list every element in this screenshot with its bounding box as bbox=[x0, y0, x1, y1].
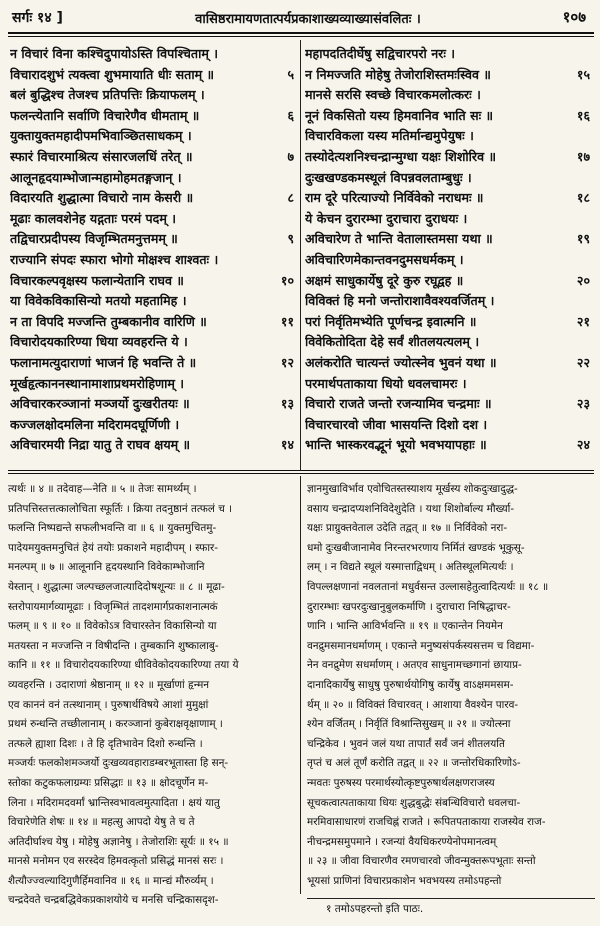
footnote-rule bbox=[307, 898, 595, 899]
verse-text: परमार्थपताकाया धियो धवलचामरः । bbox=[305, 375, 467, 391]
verse-line bbox=[10, 168, 296, 189]
commentary-line: लम् । न विद्यते स्थूलं यस्मात्ताद्विधम् । अतिस्थूलमित्यर्थः । bbox=[307, 561, 514, 574]
commentary-line: ॥ २३ ॥ जीवा विचारणैव रमणचारवो जीवन्मुक्तरूपभूताः सन्तो bbox=[307, 855, 536, 868]
verse-line bbox=[305, 435, 592, 456]
commentary-line: यक्षः प्राग्रुक्तवेताल उदेति तद्वत् ॥ १७ ॥ निर्विवेको नरा- bbox=[307, 522, 508, 535]
verse-number: १० bbox=[280, 272, 294, 288]
verse-column-divider bbox=[300, 40, 301, 470]
verse-number: १६ bbox=[576, 107, 590, 123]
verse-line bbox=[305, 353, 592, 374]
commentary-line: वसाय चन्द्रादप्यशनिविदेशुदेति । यथा शिशोर्बाल्य मौर्ख्या- bbox=[307, 502, 515, 515]
verse-number: ५ bbox=[287, 66, 294, 82]
verse-text: परां निर्वृतिमभ्येति पूर्णचन्द्र इवात्मनि ॥ bbox=[305, 313, 477, 329]
verse-text: न ता विपदि मज्जन्ति तुम्बकानीव वारिणि ॥ bbox=[10, 313, 207, 329]
commentary-line: णानि । भान्ति आविर्भवन्ति ॥ १९ ॥ एकान्तेन नियमेन bbox=[307, 620, 503, 633]
running-title: वासिष्ठरामायणतात्पर्यप्रकाशाख्यव्याख्यासंवलितः । bbox=[195, 12, 421, 27]
verse-text: विदारयति शुद्धात्मा विचारो नाम केसरी ॥ bbox=[10, 190, 194, 206]
verse-text: कज्जलक्षोदमलिना मदिरामदघूर्णिणी । bbox=[10, 416, 180, 432]
page-header bbox=[8, 4, 592, 30]
commentary-line: चन्द्रिकेव । भुवनं जलं यथा तापार्तं सर्वं जनं शीतलयति bbox=[307, 737, 505, 750]
commentary-left-column bbox=[8, 480, 294, 911]
commentary-line: स्तोका कटुकफलाग्रम्यः प्रसिद्धाः ॥ १३ ॥ क्षोदचूर्णेन म- bbox=[8, 776, 209, 789]
commentary-line: येस्तान् । शुद्धात्मा जल्पच्छलजात्यादिदोषशून्यः ॥ ८ ॥ मूढा- bbox=[8, 580, 225, 593]
verse-text: नूनं विकसितो यस्य हिमवानिव भाति सः ॥ bbox=[305, 107, 494, 123]
verse-text: विचारादशुभं त्यक्त्वा शुभमायाति धीः सताम् ॥ bbox=[10, 66, 215, 82]
verse-number: २२ bbox=[576, 354, 590, 370]
commentary-right-column bbox=[307, 480, 595, 891]
verse-text: अविचारिणमेकान्तवनदुमसधर्मकम् । bbox=[305, 251, 464, 267]
commentary-line: दानादिकार्येषु साधुषु पुरुषार्थयोगिषु कार्येषु वाऽक्षममसम- bbox=[307, 678, 514, 691]
verse-number: १३ bbox=[280, 396, 294, 412]
verse-line bbox=[305, 209, 592, 230]
verse-line bbox=[305, 188, 592, 209]
verse-number: १७ bbox=[576, 148, 590, 164]
verse-line bbox=[305, 147, 592, 168]
commentary-line: र्थम् ॥ २० ॥ विविक्तं विचारवत् । आशाया वैवश्येन पारव- bbox=[307, 698, 519, 711]
verse-number: ९ bbox=[287, 231, 294, 247]
verse-line bbox=[10, 229, 296, 250]
commentary-line: नीचन्द्रमसमुपमाने । रजन्यां वैयधिकरण्येनोपमानत्वम् bbox=[307, 835, 497, 848]
verse-number: १२ bbox=[280, 354, 294, 370]
verse-text: फलानामत्युदाराणां भाजनं हि भवन्ति ते ॥ bbox=[10, 354, 197, 370]
commentary-line: विपल्लक्षणानां नवलतानां मधुर्वसन्त उल्लासहेतुत्वादित्यर्थः ॥ १८ ॥ bbox=[307, 580, 549, 593]
verse-text: मानसे सरसि स्वच्छे विचारकमलोत्करः । bbox=[305, 87, 481, 103]
verse-text: महापदतिदीर्घेषु सद्विचारपरो नरः । bbox=[305, 46, 456, 61]
commentary-line: दुरारम्भाः खपरदुःखानुबुलकर्माणि । दुराचारा निषिद्धाचर- bbox=[307, 600, 511, 613]
verse-line bbox=[10, 312, 296, 333]
commentary-line: धमो दुःखबीजानामेव निरन्तरभरणाय निर्मितं खण्डकं भूकुसू- bbox=[307, 541, 525, 554]
commentary-line: नेन वनद्रुमेण सधर्माणम् । अतएव साधुनामच्छगानां छायाप्र- bbox=[307, 659, 522, 672]
verse-line bbox=[10, 147, 296, 168]
verse-line bbox=[10, 65, 296, 86]
commentary-line: मनल्पम् ॥ ७ ॥ आलूनानि हृदयस्थानि विवेकाम्भोजानि bbox=[8, 561, 205, 574]
commentary-line: मतयस्ता न मज्जन्ति न विषीदन्ति । तुम्बकानि शुष्कालाबु- bbox=[8, 639, 219, 652]
commentary-line: चन्द्रदेवते चन्द्रबद्धिवेकप्रकाशयोये च मनसि चन्द्रिकासदृश- bbox=[8, 894, 219, 907]
verses-left-column bbox=[10, 44, 296, 456]
verse-line bbox=[305, 85, 592, 106]
verse-text: विविक्तं हि मनो जन्तोराशावैवश्यवर्जितम् । bbox=[305, 293, 495, 309]
verse-line bbox=[305, 291, 592, 312]
footnote: १ तमोऽपहरन्तो इति पाठः. bbox=[326, 903, 424, 915]
verse-text: न निमज्जति मोहेषु तेजोराशिस्तमःस्विव ॥ bbox=[305, 66, 491, 82]
commentary-line: मरमिवासाधारणं राजचिह्नं राजते । रूपितपताकाया राजस्येव राज- bbox=[307, 816, 546, 829]
verse-text: दुःखखण्डकमस्थूलं विपन्नवलताम्बुधुः । bbox=[305, 169, 472, 185]
verse-text: मूर्खहृत्काननस्थानामाशाप्रथमरोहिणाम् । bbox=[10, 375, 185, 391]
verse-line bbox=[305, 312, 592, 333]
verse-line bbox=[305, 106, 592, 127]
commentary-line: फलम् ॥ ९ ॥ १० ॥ विवेकोऽत्र विचारस्तेन विकासिन्यो या bbox=[8, 620, 217, 633]
page-number: १०७ bbox=[562, 8, 586, 26]
verse-number: ७ bbox=[287, 148, 294, 164]
verse-line bbox=[10, 126, 296, 147]
commentary-line: त्यर्थः ॥ ४ ॥ तदेवाह—नेति ॥ ५ ॥ तेजः सामर्थ्यम् । bbox=[8, 483, 197, 495]
verse-line bbox=[10, 44, 296, 65]
commentary-line: तृप्तं च अलं तूर्णं करोति तद्वत् ॥ २२ ॥ जन्तोरधिकारिणोऽ- bbox=[307, 757, 521, 770]
commentary-line: श्येन वर्जितम् । निर्वृतिं विश्रान्तिसुखम् ॥ २१ ॥ ज्योत्स्ना bbox=[307, 718, 511, 731]
verse-line bbox=[10, 271, 296, 292]
verse-text: ये केचन दुरारम्भा दुराचारा दुराधयः । bbox=[305, 210, 468, 226]
commentary-line: पादेयमयुक्तमनुचितं हेयं तयोः प्रकाशने महादीपम् । स्फार- bbox=[8, 541, 219, 554]
verse-line bbox=[10, 106, 296, 127]
commentary-line: लिना । मदिरामदवर्मां भ्रान्तिस्वभावत्वमुत्पादिता । क्षयं यातु bbox=[8, 796, 220, 809]
verse-number: २० bbox=[576, 272, 590, 288]
commentary-line: न्मवतः पुरुषस्य परमार्थस्योत्कृष्टपुरुषार्थलक्षणराजस्य bbox=[307, 776, 495, 789]
commentary-line: विचारेणेति शेषः ॥ १४ ॥ महत्सु आपदो येषु ते च ते bbox=[8, 816, 195, 829]
verse-line bbox=[305, 126, 592, 147]
commentary-line: व्यवहरन्ति । उदाराणां श्रेष्ठानाम् ॥ १२ ॥ मूर्खाणां हृन्मन bbox=[8, 678, 210, 691]
commentary-line: वनद्रुमसमानधर्माणम् । एकान्ते मनुष्यसंपर्कस्यसत्तम च विद्यमा- bbox=[307, 639, 535, 652]
verse-text: तस्योदेत्यशनिश्चन्द्रान्मुग्धा यक्षः शिशोरिव ॥ bbox=[305, 148, 497, 164]
verse-text: आलूनहृदयाम्भोजान्महामोहमतङ्गजान् । bbox=[10, 169, 182, 185]
verse-line bbox=[305, 229, 592, 250]
sarga-label: सर्गः १४ ] bbox=[12, 10, 63, 26]
header-rule-thin bbox=[8, 36, 594, 37]
verse-text: विचारोदयकारिण्या धिया व्यवहरन्ति ये । bbox=[10, 334, 188, 350]
verse-line bbox=[305, 415, 592, 436]
verse-text: युक्तायुक्तमहादीपमभिवाञ्छितसाधकम् । bbox=[10, 128, 192, 144]
commentary-line: मानसे मनोमन एव सरस्देव हिमवत्कृतो प्रसिद्धं मानसं सरः । bbox=[8, 855, 224, 868]
verse-line bbox=[10, 435, 296, 456]
verse-text: विचारो राजते जन्तो रजन्यामिव चन्द्रमाः ॥ bbox=[305, 396, 492, 412]
verse-line bbox=[305, 168, 592, 189]
verse-text: न विचारं विना कश्चिदुपायोऽस्ति विपश्चिताम् । bbox=[10, 46, 219, 61]
verse-text: या विवेकविकासिन्यो मतयो महतामिह । bbox=[10, 293, 187, 309]
verse-line bbox=[305, 44, 592, 65]
commentary-line: एव काननं वनं तत्स्थानाम् । पुरुषार्थविषये आशां मुमुक्षां bbox=[8, 698, 209, 711]
verse-line bbox=[10, 188, 296, 209]
verse-line bbox=[10, 332, 296, 353]
verse-text: राज्यानि संपदः स्फारा भोगो मोक्षश्च शाश्वतः । bbox=[10, 251, 219, 267]
verse-text: राम दूरे परित्याज्यो निर्विवेको नराधमः ॥ bbox=[305, 190, 484, 206]
verse-line bbox=[305, 271, 592, 292]
verse-number: १८ bbox=[576, 190, 590, 206]
commentary-line: शैत्यौज्ज्वल्यादिगुणैर्हिमवानिव ॥ १६ ॥ मान्द्यं मौरुर्व्यम् । bbox=[8, 874, 214, 887]
verse-number: १४ bbox=[280, 437, 294, 453]
commentary-line: कानि ॥ ११ ॥ विचारोदयकारिण्या धीविवेकोदयकारिण्या तया ये bbox=[8, 659, 239, 672]
commentary-line: प्रतिपत्तिस्तत्तत्कालोचिता स्फूर्तिः । क्रिया तदनुष्ठानं तत्फलं च । bbox=[8, 502, 233, 515]
verse-number: ६ bbox=[287, 107, 294, 123]
verse-line bbox=[10, 415, 296, 436]
commentary-line: तत्फले ह्याशा दिशः । ते हि दृतिभावेन दिशो रुन्धन्ति । bbox=[8, 737, 203, 750]
commentary-line: भूयसां प्राणिनां विचारप्रकाशेन भवभयस्य तमोऽपहन्तो bbox=[307, 874, 502, 887]
verse-text: मूढाः कालवशेनेह यद्गताः परमं पदम् । bbox=[10, 210, 177, 226]
verse-number: २१ bbox=[576, 313, 590, 329]
commentary-line: स्तरोपायमार्गव्यामूढाः । विजृम्भितं तादशमार्गप्रकाशनात्मकं bbox=[8, 600, 218, 613]
commentary-line: सूचकत्वात्पताकाया धियः शुद्धबुद्धेः संबन्धिविचारो धवलचा- bbox=[307, 796, 521, 809]
verse-text: अलंकरोति चात्यन्तं ज्योत्स्नेव भुवनं यथा ॥ bbox=[305, 354, 497, 370]
verse-text: अविचारमयी निद्रा यातु ते राघव क्षयम् ॥ bbox=[10, 437, 191, 453]
commentary-line: अतिदीर्घाश्च येषु । मोहेषु अज्ञानेषु । तेजोराशिः सूर्यः ॥ १५ ॥ bbox=[8, 835, 229, 848]
verse-text: विचारविकला यस्य मतिर्मान्द्यमुपेयुषः । bbox=[305, 128, 474, 144]
verse-number: २४ bbox=[576, 437, 590, 453]
verse-line bbox=[10, 85, 296, 106]
verse-line bbox=[305, 374, 592, 395]
commentary-line: मञ्जर्यः फलकोशमञ्जर्यो दुःखव्यवहाराडम्बरभूतास्ता हि सन्- bbox=[8, 757, 229, 770]
verse-line bbox=[305, 332, 592, 353]
verse-line bbox=[305, 250, 592, 271]
verses-right-column bbox=[305, 44, 592, 456]
verse-text: विचारकल्पवृक्षस्य फलान्येतानि राघव ॥ bbox=[10, 272, 184, 288]
verse-text: अविचारेण ते भान्ति वेतालास्तमसा यथा ॥ bbox=[305, 231, 493, 247]
verse-line bbox=[10, 250, 296, 271]
verse-line bbox=[10, 291, 296, 312]
verse-line bbox=[10, 209, 296, 230]
verse-line bbox=[10, 394, 296, 415]
verse-text: भान्ति भास्करवद्भूनं भूयो भवभयापहाः ॥ bbox=[305, 437, 487, 453]
verse-text: स्फारं विचारमाश्रित्य संसारजलधिं तरेत् ॥ bbox=[10, 148, 193, 164]
verse-line bbox=[305, 394, 592, 415]
verse-line bbox=[10, 374, 296, 395]
verse-line bbox=[10, 353, 296, 374]
verse-commentary-rule-thin bbox=[8, 473, 594, 474]
verse-text: फलन्त्येतानि सर्वाणि विचारेणैव धीमताम् ॥ bbox=[10, 107, 200, 123]
verse-number: ८ bbox=[287, 190, 294, 206]
header-rule bbox=[8, 32, 594, 34]
commentary-line: प्रथमं रुन्धन्ति तच्छीलानाम् । करञ्जानां कुबेराक्षवृक्षाणाम् । bbox=[8, 718, 223, 731]
commentary-line: फलन्ति निष्पद्यन्ते सफलीभवन्ति वा ॥ ६ ॥ युक्तमुचितमु- bbox=[8, 522, 217, 535]
verse-number: १५ bbox=[576, 66, 590, 82]
commentary-column-divider bbox=[300, 476, 301, 894]
verse-commentary-rule bbox=[8, 470, 594, 471]
verse-number: २३ bbox=[576, 396, 590, 412]
verse-text: विचारचारवो जीवा भासयन्ति दिशो दश । bbox=[305, 416, 488, 432]
verse-text: अक्षमं साधुकार्येषु दूरे कुरु रघूद्वह ॥ bbox=[305, 272, 464, 288]
verse-text: अविचारकरञ्जानां मञ्जर्यो दुःखरीतयः ॥ bbox=[10, 396, 190, 412]
verse-number: १९ bbox=[576, 231, 590, 247]
commentary-line: ज्ञानमुखाविर्भाव एवोचितस्तस्याशय मूर्खस्य शोकदुःखादुद्ध- bbox=[307, 483, 518, 495]
verse-text: बलं बुद्धिश्च तेजश्च प्रतिपत्तिः क्रियाफलम् । bbox=[10, 87, 205, 103]
verse-line bbox=[305, 65, 592, 86]
verse-text: विवेकितोदिता देहे सर्वं शीतलयत्यलम् । bbox=[305, 334, 480, 350]
verse-number: ११ bbox=[280, 313, 294, 329]
verse-text: तद्विचारप्रदीपस्य विजृम्भितमनुत्तमम् ॥ bbox=[10, 231, 178, 247]
